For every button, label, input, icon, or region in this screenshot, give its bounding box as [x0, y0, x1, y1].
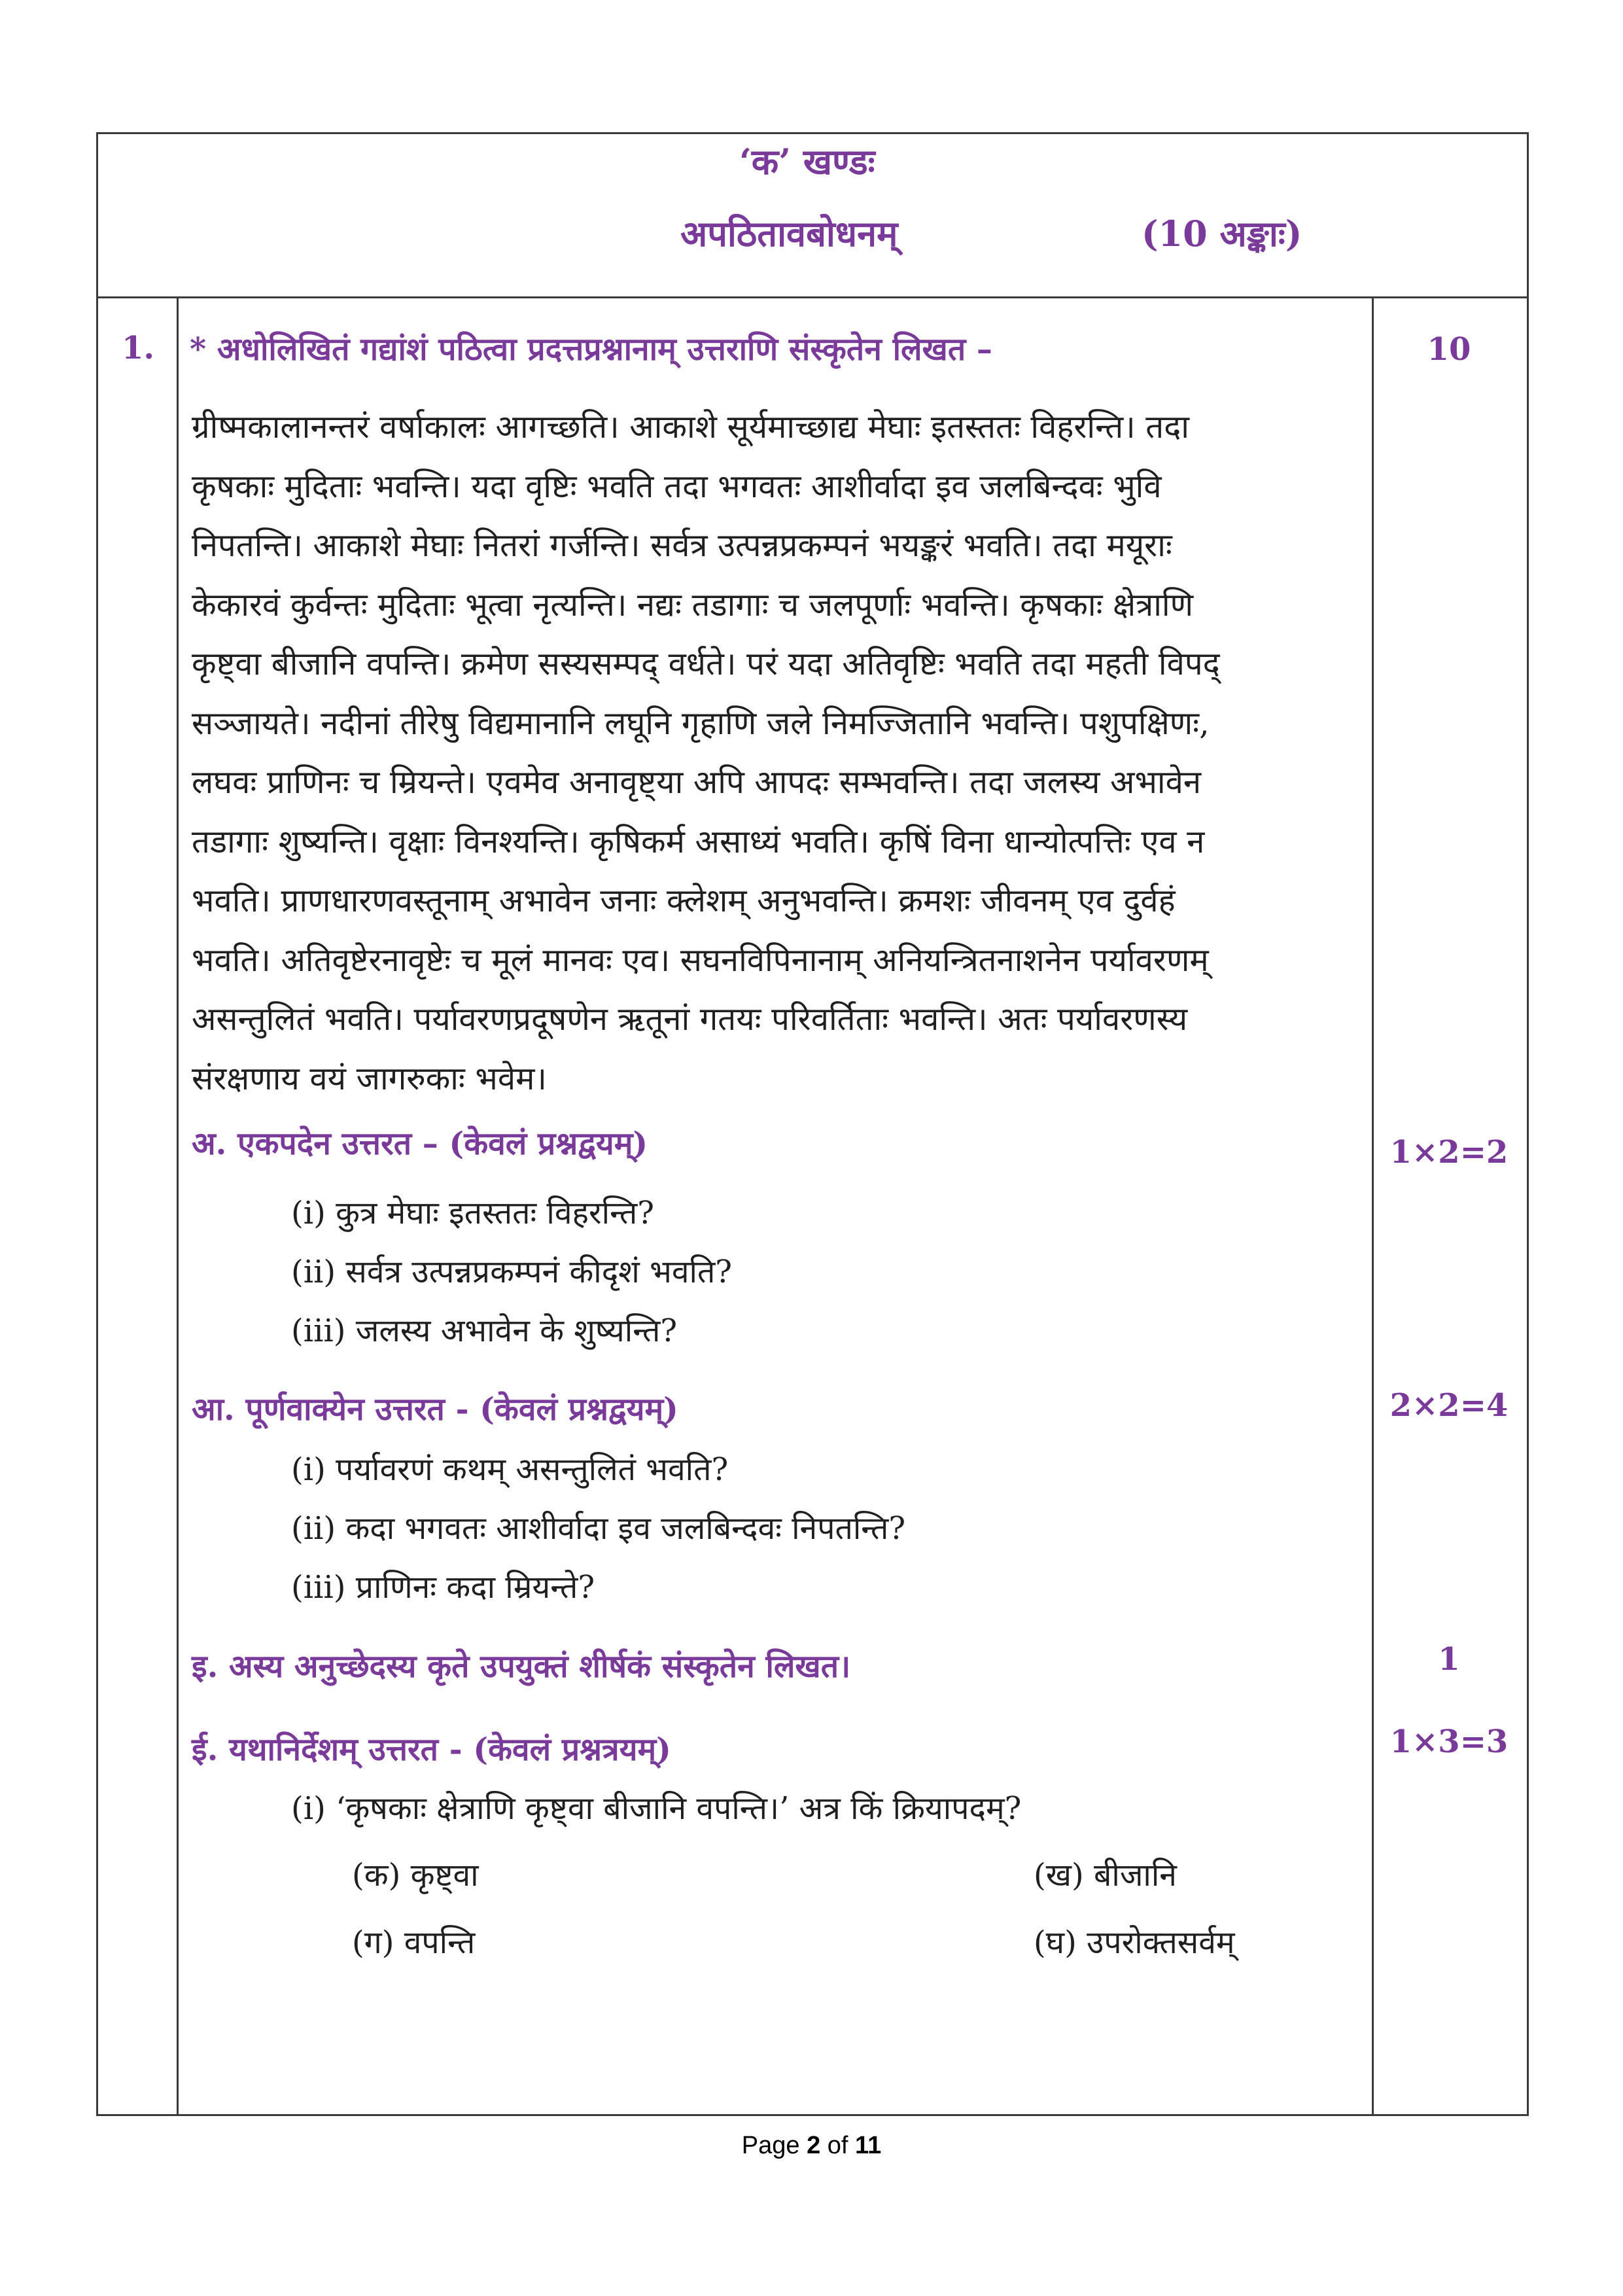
- part-a-question-1: (i) कुत्र मेघाः इतस्ततः विहरन्ति?: [291, 1195, 654, 1231]
- page-footer: [0, 2132, 1623, 2160]
- passage-line: निपतन्ति। आकाशे मेघाः नितरां गर्जन्ति। सर्वत्र उत्पन्नप्रकम्पनं भयङ्करं भवति। तदा मयूराः: [192, 527, 1172, 564]
- number-column-divider: [177, 296, 179, 2116]
- option-ka: (क) कृष्ट्वा: [352, 1857, 479, 1894]
- subject-title: अपठितावबोधनम्: [680, 213, 898, 255]
- passage-line: कृष्ट्वा बीजानि वपन्ति। क्रमेण सस्यसम्पद् वर्धते। परं यदा अतिवृष्टिः भवति तदा महती विपद्: [192, 645, 1220, 682]
- part-a-question-2: (ii) सर्वत्र उत्पन्नप्रकम्पनं कीदृशं भवति?: [291, 1254, 733, 1290]
- part-b-heading: आ. पूर्णवाक्येन उत्तरत - (केवलं प्रश्नद्वयम्): [192, 1391, 678, 1428]
- part-d-question-1: (i) ‘कृषकाः क्षेत्राणि कृष्ट्वा बीजानि वपन्ति।’ अत्र किं क्रियापदम्?: [291, 1790, 1022, 1827]
- option-ga: (ग) वपन्ति: [352, 1924, 476, 1961]
- passage-line: भवति। अतिवृष्टेरनावृष्टेः च मूलं मानवः एव। सघनविपिनानाम् अनियन्त्रितनाशनेन पर्यावरणम्: [192, 941, 1209, 979]
- part-a-marks: 1×2=2: [1389, 1134, 1509, 1171]
- passage-line: भवति। प्राणधारणवस्तूनाम् अभावेन जनाः क्लेशम् अनुभवन्ति। क्रमशः जीवनम् एव दुर्वहं: [192, 882, 1176, 919]
- header-divider: [96, 296, 1529, 298]
- question-number: 1.: [122, 330, 155, 366]
- part-b-question-3: (iii) प्राणिनः कदा म्रियन्ते?: [291, 1569, 595, 1606]
- part-c-heading: इ. अस्य अनुच्छेदस्य कृते उपयुक्तं शीर्षकं संस्कृतेन लिखत।: [192, 1648, 851, 1685]
- passage-line: असन्तुलितं भवति। पर्यावरणप्रदूषणेन ऋतूनां गतयः परिवर्तिताः भवन्ति। अतः पर्यावरणस्य: [192, 1000, 1188, 1038]
- passage-line: लघवः प्राणिनः च म्रियन्ते। एवमेव अनावृष्ट्या अपि आपदः सम्भवन्ति। तदा जलस्य अभावेन: [192, 764, 1202, 801]
- question-marks: 10: [1427, 331, 1471, 368]
- part-d-marks: 1×3=3: [1389, 1723, 1509, 1760]
- part-a-heading: अ. एकपदेन उत्तरत – (केवलं प्रश्नद्वयम्): [192, 1125, 648, 1162]
- part-b-marks: 2×2=4: [1389, 1387, 1509, 1424]
- part-d-heading: ई. यथानिर्देशम् उत्तरत - (केवलं प्रश्नत्रयम्): [192, 1731, 671, 1768]
- section-title: ‘क’ खण्डः: [739, 141, 875, 183]
- passage-line: संरक्षणाय वयं जागरुकाः भवेम।: [192, 1059, 547, 1097]
- page-label: Page: [741, 2132, 800, 2159]
- passage-line: तडागाः शुष्यन्ति। वृक्षाः विनश्यन्ति। कृषिकर्म असाध्यं भवति। कृषिं विना धान्योत्पत्तिः एव न: [192, 822, 1205, 860]
- part-b-question-2: (ii) कदा भगवतः आशीर्वादा इव जलबिन्दवः निपतन्ति?: [291, 1510, 906, 1547]
- passage-line: ग्रीष्मकालानन्तरं वर्षाकालः आगच्छति। आकाशे सूर्यमाच्छाद्य मेघाः इतस्ततः विहरन्ति। तदा: [192, 408, 1189, 446]
- page-number: 2: [807, 2132, 821, 2159]
- marks-column-divider: [1372, 296, 1374, 2116]
- passage-line: सञ्जायते। नदीनां तीरेषु विद्यमानानि लघूनि गृहाणि जले निमज्जितानि भवन्ति। पशुपक्षिणः,: [192, 704, 1210, 742]
- part-a-question-3: (iii) जलस्य अभावेन के शुष्यन्ति?: [291, 1313, 678, 1349]
- unseen-passage: [192, 398, 1369, 1108]
- question-instruction: * अधोलिखितं गद्यांशं पठित्वा प्रदत्तप्रश्नानाम् उत्तराणि संस्कृतेन लिखत –: [190, 331, 992, 368]
- passage-line: कृषकाः मुदिताः भवन्ति। यदा वृष्टिः भवति तदा भगवतः आशीर्वादा इव जलबिन्दवः भुवि: [192, 467, 1162, 505]
- total-pages: 11: [855, 2132, 882, 2159]
- of-label: of: [827, 2132, 848, 2159]
- option-gha: (घ) उपरोक्तसर्वम्: [1034, 1924, 1235, 1961]
- part-b-question-1: (i) पर्यावरणं कथम् असन्तुलितं भवति?: [291, 1451, 729, 1488]
- passage-line: केकारवं कुर्वन्तः मुदिताः भूत्वा नृत्यन्ति। नद्यः तडागाः च जलपूर्णाः भवन्ति। कृषकाः क्षेत्राणि: [192, 586, 1194, 624]
- section-marks: (10 अङ्काः): [1142, 213, 1302, 255]
- part-c-marks: 1: [1438, 1641, 1460, 1678]
- option-kha: (ख) बीजानि: [1034, 1857, 1177, 1894]
